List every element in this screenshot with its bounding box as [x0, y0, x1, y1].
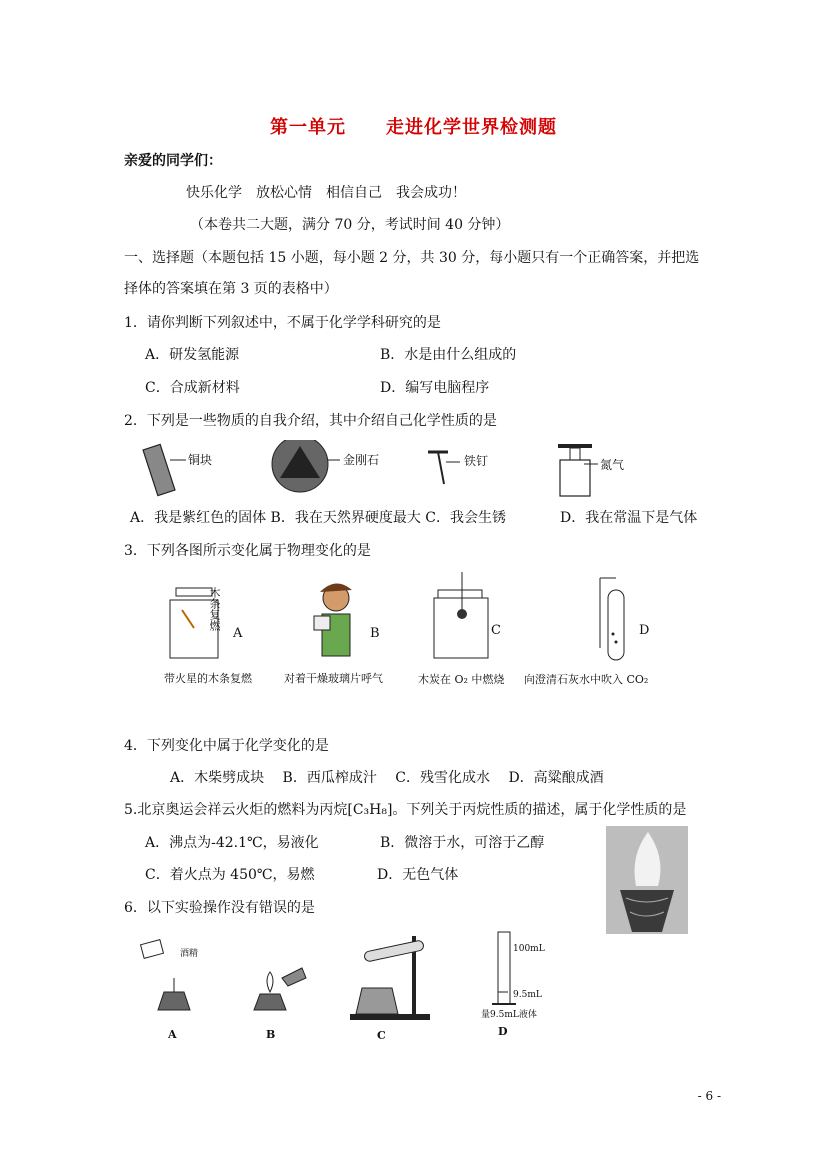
- q6-letter-a: A: [168, 1028, 177, 1041]
- girl-breathing-figure: [314, 583, 352, 656]
- q2-label-diamond: 金刚石: [343, 453, 380, 467]
- title-main: 走进化学世界检测题: [386, 117, 557, 138]
- iron-nail-icon: [428, 452, 460, 484]
- q3-letter-a: A: [233, 626, 243, 641]
- q2-options-abc: A．我是紫红色的固体 B．我在天然界硬度最大 C．我会生锈: [130, 510, 507, 526]
- q3-caption-b: 对着干燥玻璃片呼气: [284, 672, 383, 685]
- q5-option-d: D．无色气体: [377, 867, 459, 883]
- q2-figures: [140, 440, 720, 502]
- exam-note: （本卷共二大题，满分 70 分，考试时间 40 分钟）: [190, 217, 510, 233]
- charcoal-burning-figure: [434, 572, 488, 658]
- heating-tube-figure: [350, 936, 430, 1020]
- q2-label-nail: 铁钉: [464, 454, 489, 468]
- q6-letter-d: D: [498, 1025, 508, 1038]
- section1-line2: 择体的答案填在第 3 页的表格中）: [124, 281, 338, 297]
- limewater-tube-figure: [600, 578, 624, 660]
- q2-label-copper: 铜块: [188, 453, 213, 467]
- q6-cylinder-mark: 9.5mL: [513, 990, 542, 1000]
- q1-option-c: C．合成新材料: [145, 380, 240, 396]
- torch-photo: [606, 826, 688, 934]
- q1-option-d: D．编写电脑程序: [380, 380, 490, 396]
- copper-block-icon: [143, 444, 186, 495]
- q2-option-d: D．我在常温下是气体: [560, 510, 698, 526]
- q6-cylinder-caption: 量9.5mL液体: [481, 1010, 537, 1020]
- q3-letter-d: D: [639, 623, 650, 638]
- q3-caption-a: 带火星的木条复燃: [164, 672, 252, 685]
- q3-caption-d: 向澄清石灰水中吹入 CO₂: [524, 673, 649, 686]
- diamond-icon: [272, 440, 340, 492]
- q6-letter-b: B: [266, 1028, 276, 1041]
- q3-figures: [160, 570, 680, 670]
- q1-option-b: B．水是由什么组成的: [380, 347, 517, 363]
- q2-label-nitrogen: 氮气: [600, 458, 625, 472]
- q3-letter-c: C: [491, 623, 501, 638]
- q1-option-a: A．研发氢能源: [145, 347, 240, 363]
- q2-stem: 2．下列是一些物质的自我介绍，其中介绍自己化学性质的是: [124, 413, 497, 429]
- section1-line1: 一、选择题（本题包括 15 小题，每小题 2 分，共 30 分，每小题只有一个正确答案，并把选: [124, 250, 700, 266]
- page-title: [0, 113, 827, 139]
- q3-stem: 3．下列各图所示变化属于物理变化的是: [124, 543, 371, 559]
- page-number: - 6 -: [697, 1089, 721, 1103]
- slogan: 快乐化学 放松心情 相信自己 我会成功！: [186, 185, 466, 201]
- nitrogen-bottle-icon: [558, 444, 598, 496]
- q1-stem: 1．请你判断下列叙述中，不属于化学学科研究的是: [124, 315, 441, 331]
- q3-letter-b: B: [370, 626, 380, 641]
- q5-stem: 5.北京奥运会祥云火炬的燃料为丙烷[C₃H₈]。下列关于丙烷性质的描述，属于化学性质的是: [124, 802, 687, 818]
- q4-stem: 4．下列变化中属于化学变化的是: [124, 738, 329, 754]
- q5-option-b: B．微溶于水，可溶于乙醇: [380, 835, 545, 851]
- q6-stem: 6．以下实验操作没有错误的是: [124, 900, 315, 916]
- title-unit: 第一单元: [270, 117, 346, 138]
- q3-caption-c: 木炭在 O₂ 中燃烧: [418, 673, 505, 686]
- q6-letter-c: C: [377, 1029, 386, 1042]
- greeting: 亲爱的同学们：: [124, 153, 222, 169]
- q5-option-a: A．沸点为-42.1℃，易液化: [145, 835, 319, 851]
- q4-options: A．木柴劈成块 B．西瓜榨成汁 C．残雪化成水 D．高粱酿成酒: [170, 770, 604, 786]
- q3-fig-a-text: 木条复燃: [208, 587, 221, 631]
- lamp-lighting-figure: [254, 968, 306, 1010]
- q6-fig-a-text: 酒精: [180, 949, 199, 959]
- q6-cylinder-top: 100mL: [513, 944, 545, 954]
- q5-option-c: C．着火点为 450℃，易燃: [145, 867, 315, 883]
